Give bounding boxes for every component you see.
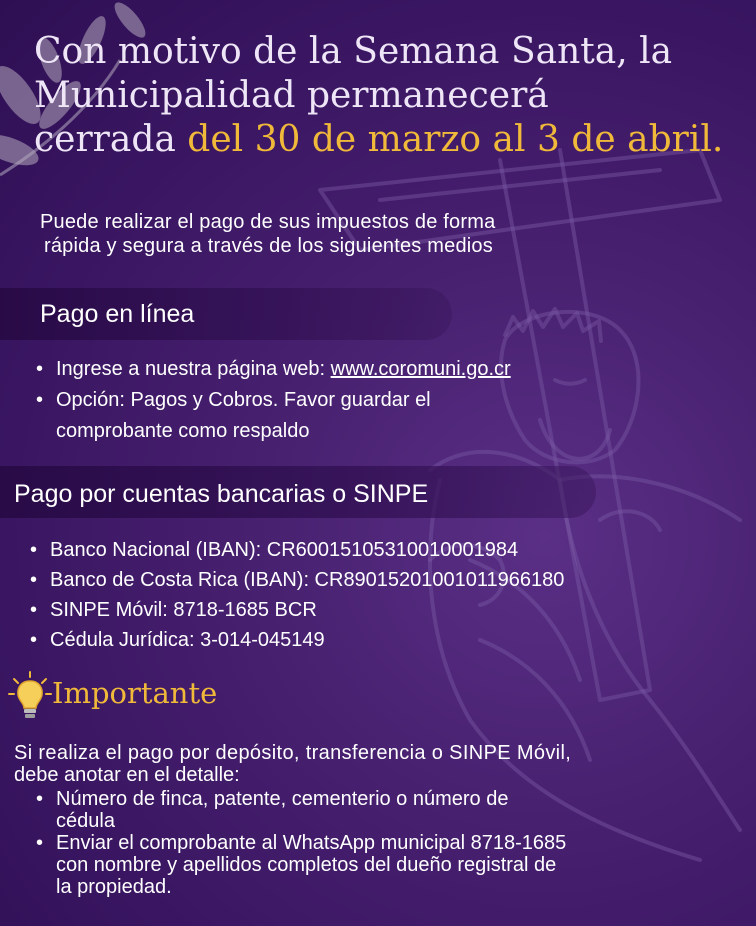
lightbulb-icon (8, 670, 52, 722)
bullet-2-line-3: la propiedad. (56, 876, 172, 898)
list-item (34, 354, 714, 385)
intro-line-2: rápida y segura a través de los siguientes medios (44, 235, 493, 257)
list-item: • Banco Nacional (IBAN): CR60015105310010001984 (28, 535, 728, 565)
important-note (14, 742, 742, 786)
intro-line-1: Puede realizar el pago de sus impuestos de forma (40, 211, 496, 233)
note-line-2: debe anotar en el detalle: (14, 764, 240, 786)
note-line-1: Si realiza el pago por depósito, transferencia o SINPE Móvil, (14, 742, 572, 764)
headline-line-3 (34, 118, 734, 162)
list-item (34, 788, 734, 832)
list-item: • SINPE Móvil: 8718-1685 BCR (28, 595, 728, 625)
online-item-1-prefix: Ingrese a nuestra página web: (56, 358, 331, 380)
intro-text (40, 210, 700, 258)
headline-cerrada: cerrada (34, 119, 176, 160)
bullet-2-line-2: con nombre y apellidos completos del dueño registral de (56, 854, 557, 876)
headline-line-2: Municipalidad permanecerá (34, 75, 549, 116)
online-list (34, 354, 714, 447)
bullet-1-line-2: cédula (56, 810, 115, 832)
bullet-2-line-1: Enviar el comprobante al WhatsApp municipal 8718-1685 (56, 832, 567, 854)
online-item-2-line-1: Opción: Pagos y Cobros. Favor guardar el (56, 389, 431, 411)
headline-line-1: Con motivo de la Semana Santa, la (34, 31, 673, 72)
bullet-1-line-1: Número de finca, patente, cementerio o número de (56, 788, 509, 810)
list-item (34, 385, 714, 447)
list-item (34, 832, 734, 898)
list-item: • Banco de Costa Rica (IBAN): CR89015201001011966180 (28, 565, 728, 595)
online-item-2-line-2: comprobante como respaldo (56, 420, 310, 442)
important-list (34, 788, 734, 898)
bank-section-title: Pago por cuentas bancarias o SINPE (14, 480, 429, 508)
headline (34, 30, 734, 162)
website-link[interactable]: www.coromuni.go.cr (330, 358, 511, 380)
bank-list (28, 535, 728, 655)
important-title: Importante (52, 676, 218, 710)
headline-dates: del 30 de marzo al 3 de abril. (175, 119, 724, 160)
list-item: • Cédula Jurídica: 3-014-045149 (28, 625, 728, 655)
online-section-title: Pago en línea (40, 300, 195, 328)
